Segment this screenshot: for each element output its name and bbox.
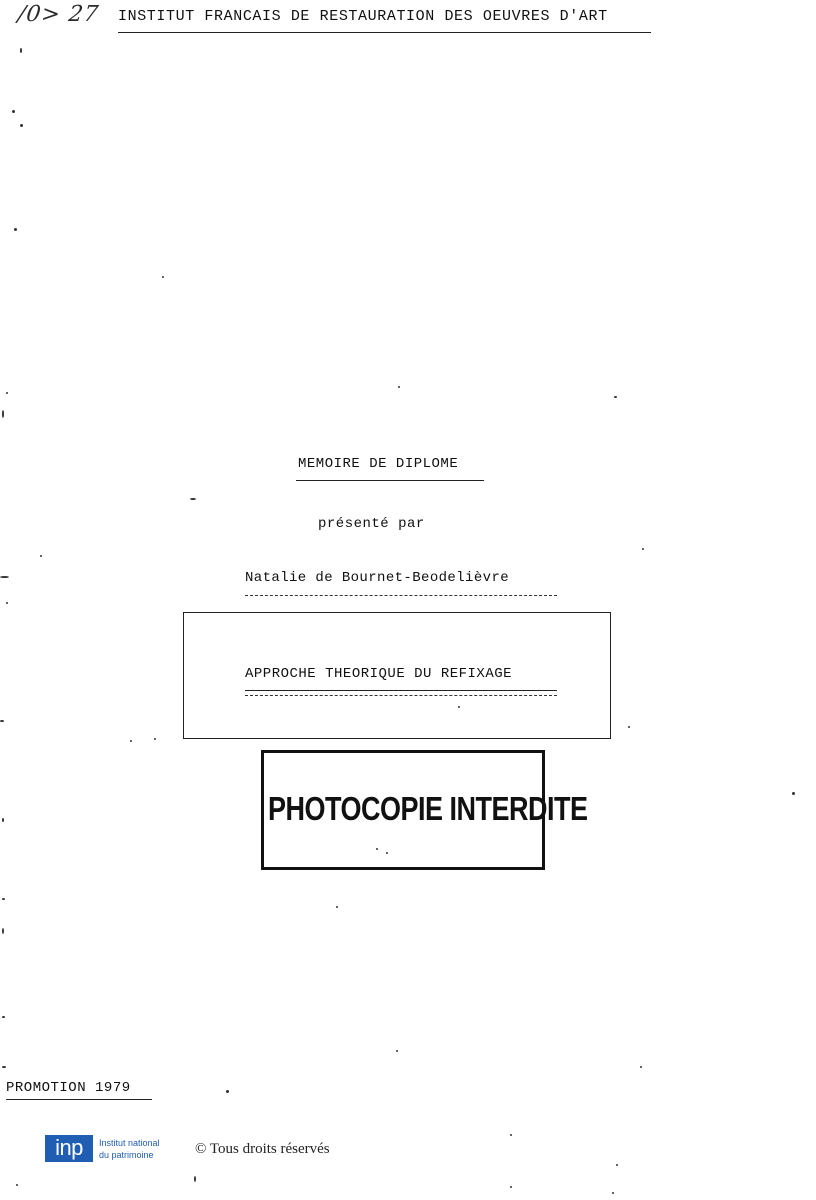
institute-name: INSTITUT FRANCAIS DE RESTAURATION DES OEUVRES D'ART	[118, 8, 608, 25]
scan-speck	[616, 1164, 618, 1166]
institute-underline	[118, 32, 651, 33]
stamp-label: PHOTOCOPIE INTERDITE	[268, 790, 588, 828]
scan-speck	[20, 124, 23, 127]
scan-speck	[396, 1050, 398, 1052]
scan-speck	[20, 48, 22, 53]
scan-speck	[640, 1066, 642, 1068]
scan-speck	[612, 1192, 614, 1194]
scan-speck	[398, 386, 400, 388]
scan-speck	[2, 410, 4, 418]
document-type: MEMOIRE DE DIPLOME	[298, 456, 459, 472]
inp-logo: inp	[45, 1135, 93, 1162]
scan-speck	[2, 898, 5, 900]
inp-logo-line1: Institut national	[99, 1138, 160, 1148]
scan-speck	[2, 1016, 5, 1018]
scan-speck	[628, 726, 630, 728]
scan-speck	[226, 1090, 229, 1093]
title-double-underline	[245, 695, 557, 696]
author-underline	[245, 595, 557, 596]
scan-speck	[0, 720, 4, 722]
scan-speck	[12, 110, 15, 113]
scan-speck	[154, 738, 156, 740]
scan-speck	[194, 1176, 196, 1182]
copyright-notice: © Tous droits réservés	[195, 1141, 330, 1157]
promotion-year: PROMOTION 1979	[6, 1080, 131, 1096]
scan-speck	[386, 852, 388, 854]
scan-speck	[642, 548, 644, 550]
document-type-underline	[296, 480, 484, 481]
scan-speck	[16, 1184, 18, 1186]
scan-speck	[376, 848, 378, 850]
scan-speck	[614, 396, 617, 398]
scan-speck	[792, 792, 795, 795]
scan-speck	[190, 498, 196, 500]
scan-speck	[458, 706, 460, 708]
scan-speck	[0, 576, 9, 578]
scan-speck	[2, 1066, 6, 1068]
handwritten-reference: /0> 27	[16, 2, 101, 27]
scan-speck	[162, 276, 164, 278]
scan-speck	[6, 602, 8, 604]
scan-speck	[14, 228, 17, 231]
scan-speck	[6, 392, 8, 394]
promotion-underline	[6, 1099, 152, 1100]
thesis-title: APPROCHE THEORIQUE DU REFIXAGE	[245, 666, 513, 682]
scan-speck	[510, 1134, 512, 1136]
scan-speck	[130, 740, 132, 742]
scan-speck	[336, 906, 338, 908]
scan-speck	[2, 818, 4, 822]
scan-speck	[510, 1186, 512, 1188]
presented-by: présenté par	[318, 516, 425, 532]
inp-logo-line2: du patrimoine	[99, 1150, 154, 1160]
title-underline	[245, 690, 557, 691]
scan-speck	[2, 928, 4, 934]
scan-speck	[40, 555, 42, 557]
author-name: Natalie de Bournet-Beodelièvre	[245, 570, 510, 586]
